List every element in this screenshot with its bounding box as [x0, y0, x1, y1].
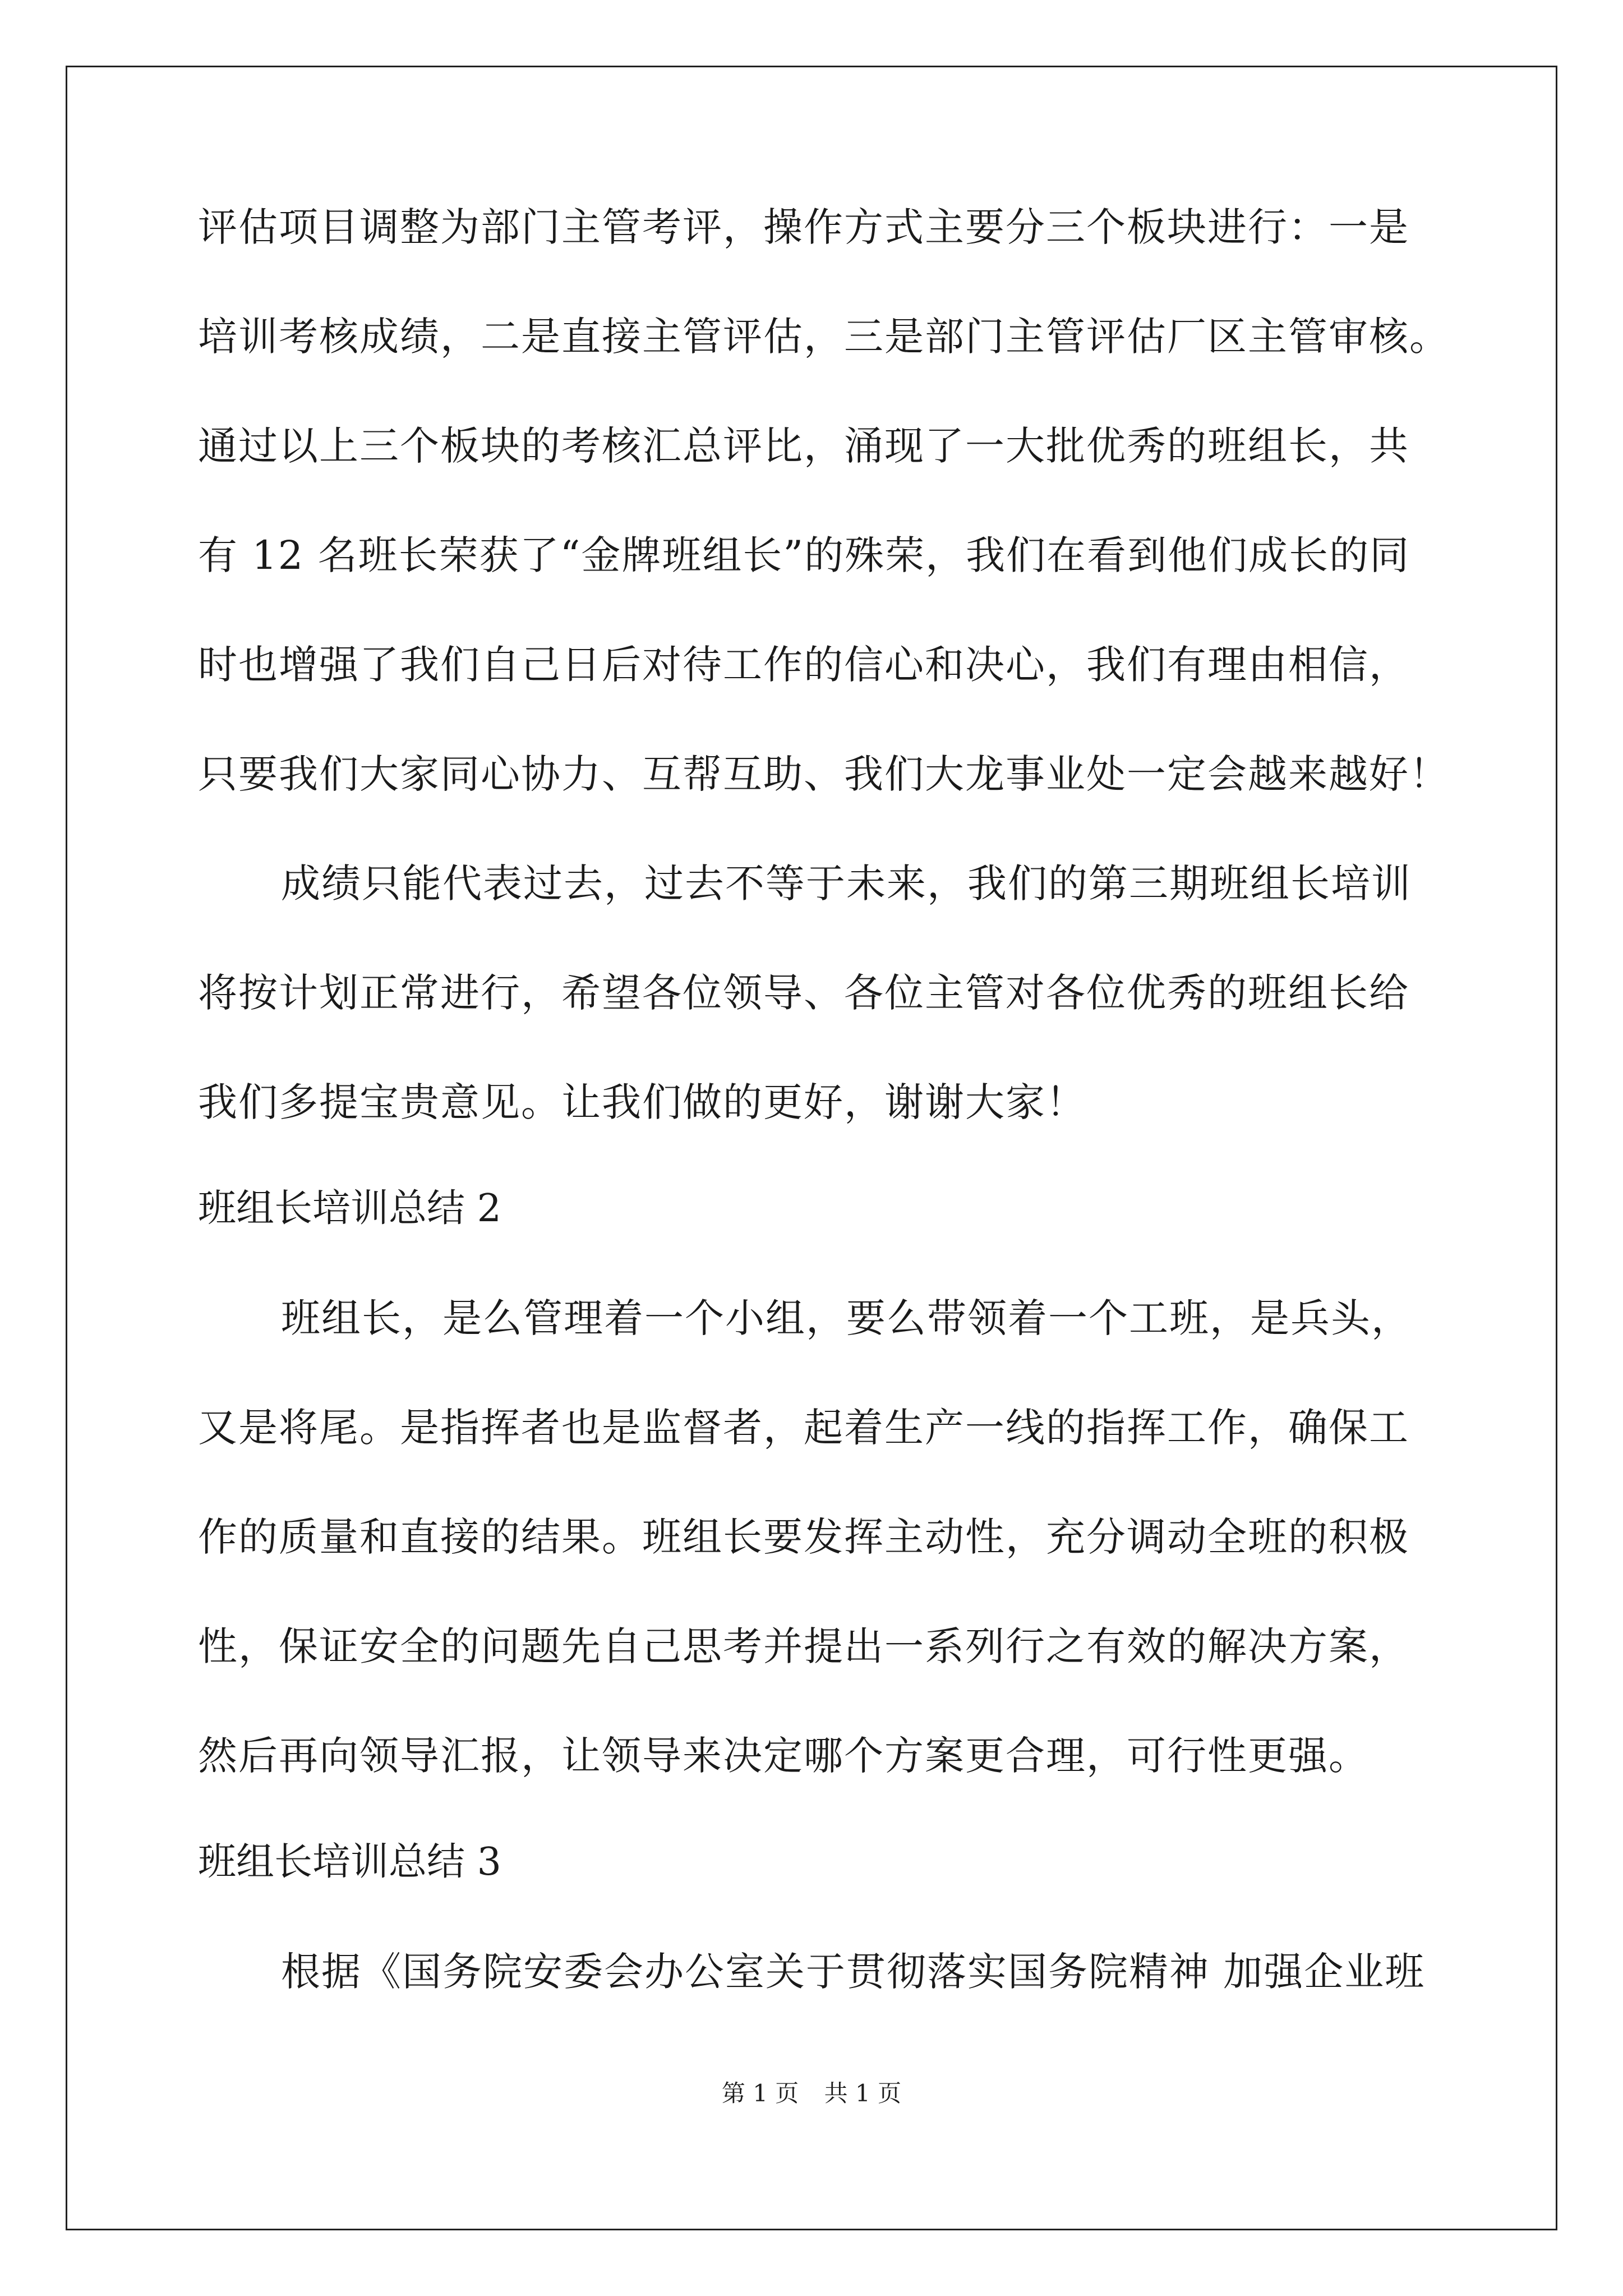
page-footer	[0, 2077, 1623, 2110]
section-heading: 班组长培训总结 2	[198, 1186, 501, 1231]
text-line: 将按计划正常进行，希望各位领导、各位主管对各位优秀的班组长给	[198, 970, 1409, 1016]
text-line: 作的质量和直接的结果。班组长要发挥主动性，充分调动全班的积极	[198, 1514, 1409, 1560]
text-line: 成绩只能代表过去，过去不等于未来，我们的第三期班组长培训	[281, 861, 1412, 907]
text-line: 班组长，是么管理着一个小组，要么带领着一个工班，是兵头，	[281, 1295, 1412, 1341]
text-line: 根据《国务院安委会办公室关于贯彻落实国务院精神 加强企业班	[281, 1949, 1426, 1995]
text-line: 只要我们大家同心协力、互帮互助、我们大龙事业处一定会越来越好！	[198, 751, 1450, 797]
text-line: 又是将尾。是指挥者也是监督者，起着生产一线的指挥工作，确保工	[198, 1405, 1409, 1451]
text-line: 通过以上三个板块的考核汇总评比，涌现了一大批优秀的班组长，共	[198, 423, 1409, 469]
text-line: 有 12 名班长荣获了“金牌班组长”的殊荣，我们在看到他们成长的同	[198, 532, 1410, 578]
text-line: 时也增强了我们自己日后对待工作的信心和决心，我们有理由相信，	[198, 642, 1409, 688]
text-line: 然后再向领导汇报，让领导来决定哪个方案更合理，可行性更强。	[198, 1733, 1369, 1779]
text-line: 培训考核成绩，二是直接主管评估，三是部门主管评估厂区主管审核。	[198, 314, 1450, 360]
text-line: 我们多提宝贵意见。让我们做的更好，谢谢大家！	[198, 1079, 1086, 1125]
section-heading: 班组长培训总结 3	[198, 1840, 501, 1884]
page-border	[66, 66, 1557, 2230]
page-number: 第 1 页	[721, 2079, 799, 2107]
page-total: 共 1 页	[824, 2079, 902, 2107]
text-line: 性，保证安全的问题先自己思考并提出一系列行之有效的解决方案，	[198, 1623, 1409, 1669]
text-line: 评估项目调整为部门主管考评，操作方式主要分三个板块进行：一是	[198, 204, 1409, 250]
